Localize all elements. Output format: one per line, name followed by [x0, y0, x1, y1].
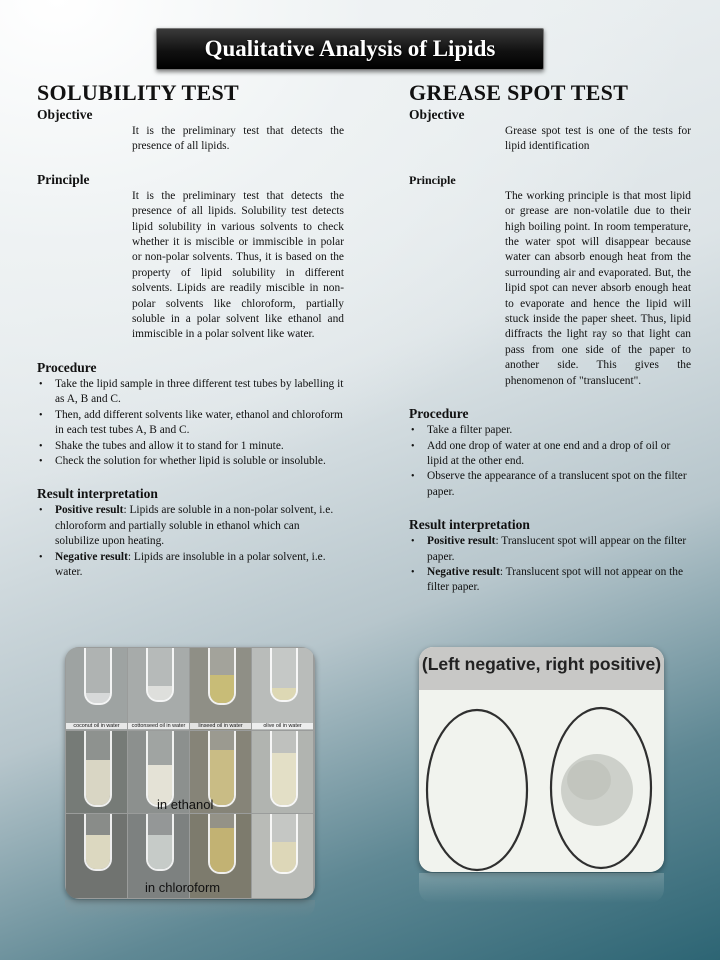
- list-item: • Check the solution for whether lipid is soluble or insoluble.: [37, 454, 344, 469]
- test-tube: [146, 814, 174, 871]
- test-tube: [84, 814, 112, 871]
- filter-paper: [419, 690, 664, 872]
- list-item: • Take a filter paper.: [409, 423, 691, 438]
- solubility-objective-heading: Objective: [37, 107, 93, 122]
- ethanol-label: in ethanol: [157, 797, 214, 812]
- grease-spot-test-section: [409, 80, 691, 596]
- grease-procedure-list: [409, 423, 691, 500]
- test-tube: [208, 814, 236, 874]
- positive-result-label: Positive result: [427, 535, 496, 548]
- list-item: • Shake the tubes and allow it to stand for 1 minute.: [37, 439, 344, 454]
- solubility-result-list: [37, 503, 344, 580]
- list-item: [409, 534, 691, 565]
- grease-spot-photo: [419, 647, 664, 872]
- list-item: • Take the lipid sample in three different test tubes by labelling it as A, B and C.: [37, 377, 344, 408]
- tube-photo-cell: [66, 648, 127, 730]
- solubility-result-heading: Result interpretation: [37, 486, 158, 502]
- oil-label: cottonseed oil in water: [128, 723, 189, 729]
- list-item: • Observe the appearance of a translucent spot on the filter paper.: [409, 469, 691, 500]
- list-item: [37, 550, 344, 581]
- tube-photo-cell: [66, 731, 127, 813]
- translucent-spot-shade: [567, 760, 611, 800]
- photo-reflection: [419, 873, 664, 903]
- negative-result-label: Negative result: [427, 565, 500, 578]
- solubility-heading: SOLUBILITY TEST: [37, 80, 239, 105]
- tube-photo-cell: [66, 814, 127, 898]
- oil-label: coconut oil in water: [66, 723, 127, 729]
- solubility-objective-text: It is the preliminary test that detects the presence of all lipids.: [132, 125, 344, 153]
- tube-photo-cell: [252, 731, 313, 813]
- negative-water-spot-circle: [427, 710, 527, 870]
- test-tube: [208, 648, 236, 705]
- positive-result-label: Positive result: [55, 504, 124, 517]
- tube-photo-cell: [252, 814, 313, 898]
- page-title: Qualitative Analysis of Lipids: [156, 28, 544, 70]
- grease-procedure-heading: Procedure: [409, 406, 469, 422]
- solubility-test-photo: [65, 647, 315, 899]
- negative-result-text: : Translucent spot will not appear on the filter paper.: [427, 565, 684, 594]
- grease-heading: GREASE SPOT TEST: [409, 80, 629, 105]
- test-tube: [146, 648, 174, 702]
- tube-photo-cell: [252, 648, 313, 730]
- solubility-principle-text: It is the preliminary test that detects the presence of all lipids. Solubility test detects lipid solubility in various solvents to check whether it is miscible or immiscible in polar or non-polar solvents. Thus, it is based on the property of lipid solubility in different solvents. Lipids are readily miscible in non-polar solvents like chloroform, partially soluble in a polar solvent like ethanol and immiscible in a polar solvent like water.: [132, 189, 344, 341]
- chloroform-label: in chloroform: [145, 880, 221, 895]
- test-tube: [270, 648, 298, 702]
- test-tube: [208, 731, 236, 807]
- list-item: • Then, add different solvents like water, ethanol and chloroform in each test tubes A, B and C.: [37, 408, 344, 439]
- solubility-procedure-list: [37, 377, 344, 469]
- tube-photo-cell: [128, 648, 189, 730]
- negative-result-text: : Lipids are insoluble in a polar solvent, i.e. water.: [55, 550, 326, 578]
- test-tube: [84, 731, 112, 807]
- positive-result-text: : Translucent spot will appear on the filter paper.: [427, 535, 687, 563]
- positive-result-text: : Lipids are soluble in a non-polar solvent, i.e. chloroform and partially soluble in ethanol which can solubilize upon heating.: [55, 504, 334, 548]
- test-tube: [84, 648, 112, 705]
- grease-principle-heading: Principle: [409, 172, 456, 187]
- grease-result-list: [409, 534, 691, 596]
- tube-photo-cell: [190, 648, 251, 730]
- filter-paper-drawing: [419, 690, 664, 872]
- solubility-procedure-heading: Procedure: [37, 359, 97, 375]
- list-item: • Add one drop of water at one end and a drop of oil or lipid at the other end.: [409, 439, 691, 470]
- grease-result-heading: Result interpretation: [409, 517, 530, 533]
- list-item: [409, 565, 691, 596]
- oil-label: linseed oil in water: [190, 723, 251, 729]
- grease-principle-text: The working principle is that most lipid or grease are non-volatile due to their high boiling point. In room temperature, the water spot will disappear because water can absorb enough heat from the surrounding air and evaporated. But, the lipid spot can never absorb enough heat to evaporate and hence the lipid will stuck inside the paper sheet. Thus, lipid diffracts the light ray so that light can pass from one side of the paper to another side. This gives the phenomenon of "translucent".: [505, 189, 691, 387]
- photo-reflection: [65, 900, 315, 918]
- test-tube: [146, 731, 174, 807]
- test-tube: [270, 814, 298, 874]
- test-tube: [270, 731, 298, 807]
- grease-objective-text: Grease spot test is one of the tests for lipid identification: [505, 125, 691, 153]
- negative-result-label: Negative result: [55, 550, 128, 563]
- list-item: [37, 503, 344, 549]
- grease-photo-caption: (Left negative, right positive): [419, 647, 664, 690]
- grease-objective-heading: Objective: [409, 107, 465, 122]
- solubility-principle-heading: Principle: [37, 171, 90, 187]
- oil-label: olive oil in water: [252, 723, 313, 729]
- solubility-test-section: [37, 80, 344, 580]
